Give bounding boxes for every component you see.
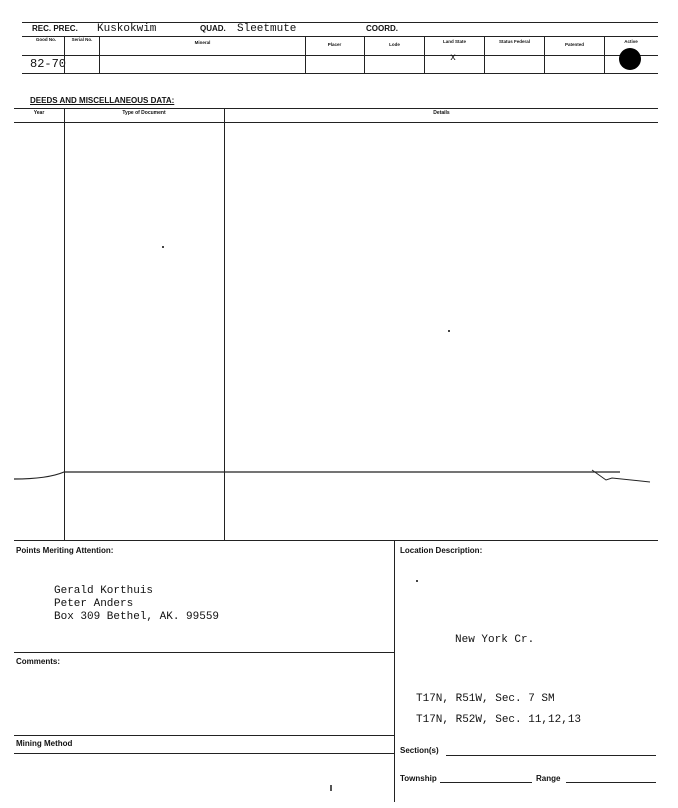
mining-top-rule [14, 735, 394, 736]
range-label: Range [536, 774, 561, 783]
scan-speck [162, 246, 164, 248]
deeds-header-rule [14, 122, 658, 123]
sections-input-line[interactable] [446, 755, 656, 756]
scan-speck [448, 330, 450, 332]
quad-value[interactable]: Sleetmute [237, 23, 297, 35]
deeds-title: DEEDS AND MISCELLANEOUS DATA: [30, 96, 175, 105]
points-line-1[interactable]: Gerald Korthuis [54, 585, 154, 597]
good-no-value[interactable]: 82-70 [30, 57, 67, 71]
column-header-rule [22, 55, 658, 56]
location-line-2[interactable]: T17N, R52W, Sec. 11,12,13 [416, 714, 582, 726]
col-year: Year [33, 110, 45, 116]
coord-label: COORD. [366, 24, 398, 33]
location-creek[interactable]: New York Cr. [455, 634, 535, 646]
col-status-federal: Status Federal [498, 39, 530, 44]
points-line-3[interactable]: Box 309 Bethel, AK. 99559 [54, 611, 220, 623]
township-input-line[interactable] [440, 782, 532, 783]
scan-speck [330, 785, 332, 791]
col-divider [424, 36, 425, 73]
township-label: Township [400, 774, 437, 783]
location-line-1[interactable]: T17N, R51W, Sec. 7 SM [416, 693, 555, 705]
sections-label: Section(s) [400, 746, 439, 755]
col-good-no: Good No. [35, 37, 57, 42]
col-divider [305, 36, 306, 73]
header-rule [22, 36, 658, 37]
col-placer: Placer [327, 42, 342, 47]
col-divider [604, 36, 605, 73]
col-mineral: Mineral [194, 40, 211, 45]
comments-label: Comments: [16, 657, 61, 666]
deeds-bottom-rule [14, 540, 658, 541]
quad-label: QUAD. [200, 24, 226, 33]
col-active: Active [624, 39, 638, 44]
col-divider [64, 36, 65, 73]
col-divider [364, 36, 365, 73]
col-land-state: Land State [442, 39, 466, 44]
col-details: Details [433, 110, 450, 116]
fold-crease-line [0, 460, 678, 490]
scan-speck [416, 580, 418, 582]
col-lode: Lode [389, 42, 400, 47]
col-patented: Patented [564, 42, 584, 47]
active-marker-icon [619, 48, 641, 70]
location-label: Location Description: [400, 546, 483, 555]
col-divider [99, 36, 100, 73]
mining-underline [14, 753, 394, 754]
comments-top-rule [14, 652, 394, 653]
deeds-top-rule [14, 108, 658, 109]
range-input-line[interactable] [566, 782, 656, 783]
mining-method-label: Mining Method [16, 739, 73, 748]
points-label: Points Meriting Attention: [16, 546, 114, 555]
points-line-2[interactable]: Peter Anders [54, 598, 134, 610]
rec-prec-value[interactable]: Kuskokwim [97, 23, 157, 35]
col-divider [484, 36, 485, 73]
land-state-value[interactable]: x [450, 53, 457, 64]
col-type-of-document: Type of Document [122, 110, 166, 116]
record-bottom-rule [22, 73, 658, 74]
col-serial-no: Serial No. [71, 37, 93, 42]
lower-center-divider [394, 540, 395, 802]
rec-prec-label: REC. PREC. [32, 24, 78, 33]
col-divider [544, 36, 545, 73]
